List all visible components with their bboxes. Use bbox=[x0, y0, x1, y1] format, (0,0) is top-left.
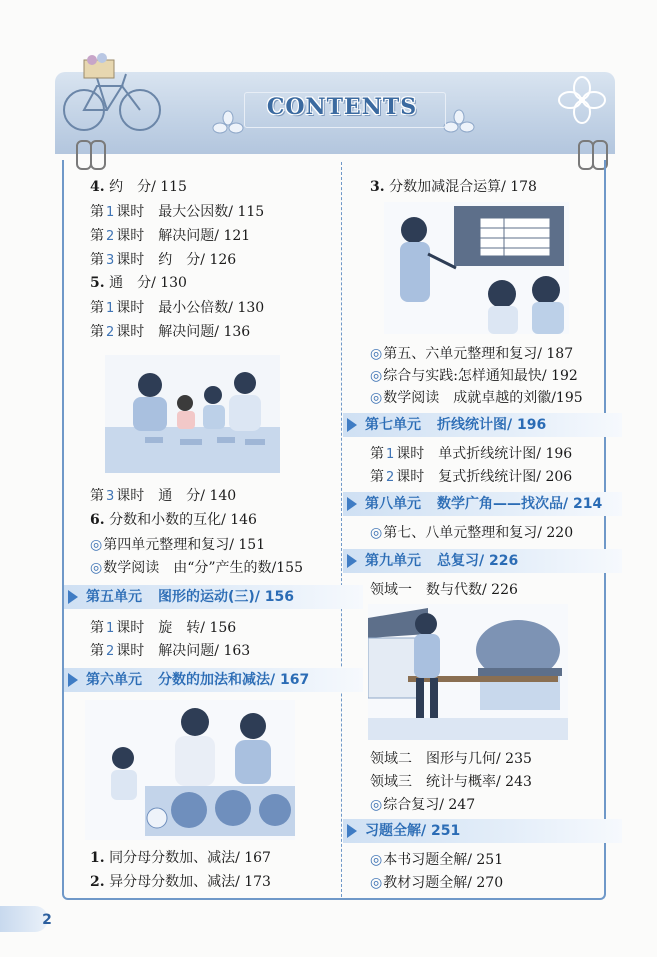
toc-unit-6[interactable]: 第六单元 分数的加法和减法/ 167 bbox=[64, 668, 363, 692]
toc-lesson[interactable]: 第 1 课时 最大公因数/ 115 bbox=[90, 204, 265, 220]
double-circle-icon: ◎ bbox=[370, 390, 383, 406]
toc-book-exercises[interactable]: ◎本书习题全解/ 251 bbox=[370, 852, 504, 868]
family-pizza-illustration bbox=[85, 700, 295, 840]
double-circle-icon: ◎ bbox=[370, 875, 383, 891]
toc-section-5[interactable]: 5. 通 分/ 130 bbox=[90, 275, 187, 291]
arrow-icon bbox=[68, 590, 78, 604]
toc-unit-7[interactable]: 第七单元 折线统计图/ 196 bbox=[343, 413, 622, 437]
toc-area-2[interactable]: 领域二 图形与几何/ 235 bbox=[370, 751, 532, 767]
page-number: 2 bbox=[42, 912, 52, 928]
toc-unit-8[interactable]: 第八单元 数学广角——找次品/ 214 bbox=[343, 492, 622, 516]
toc-unit-5[interactable]: 第五单元 图形的运动(三)/ 156 bbox=[64, 585, 363, 609]
family-table-illustration bbox=[105, 355, 280, 473]
page-title: CONTENTS bbox=[266, 94, 418, 120]
double-circle-icon: ◎ bbox=[370, 346, 383, 362]
toc-lesson[interactable]: 第 2 课时 复式折线统计图/ 206 bbox=[370, 469, 573, 485]
double-circle-icon: ◎ bbox=[370, 525, 383, 541]
toc-review[interactable]: ◎第四单元整理和复习/ 151 bbox=[90, 537, 266, 553]
toc-section-6[interactable]: 6. 分数和小数的互化/ 146 bbox=[90, 512, 257, 528]
toc-comprehensive-review[interactable]: ◎综合复习/ 247 bbox=[370, 797, 476, 813]
arrow-icon bbox=[347, 497, 357, 511]
toc-section-6-3[interactable]: 3. 分数加减混合运算/ 178 bbox=[370, 179, 537, 195]
column-divider bbox=[341, 162, 342, 897]
double-circle-icon: ◎ bbox=[370, 797, 383, 813]
toc-lesson[interactable]: 第 3 课时 约 分/ 126 bbox=[90, 252, 237, 268]
teacher-classroom-illustration bbox=[384, 202, 569, 334]
toc-unit-9[interactable]: 第九单元 总复习/ 226 bbox=[343, 549, 622, 573]
toc-lesson[interactable]: 第 1 课时 旋 转/ 156 bbox=[90, 620, 237, 636]
toc-reading[interactable]: ◎数学阅读 成就卓越的刘徽/195 bbox=[370, 390, 583, 406]
toc-exercises[interactable]: 习题全解/ 251 bbox=[343, 819, 622, 843]
toc-review[interactable]: ◎第七、八单元整理和复习/ 220 bbox=[370, 525, 574, 541]
toc-reading[interactable]: ◎数学阅读 由“分”产生的数/155 bbox=[90, 560, 303, 576]
toc-area-1[interactable]: 领域一 数与代数/ 226 bbox=[370, 582, 518, 598]
flower-icon bbox=[556, 74, 608, 126]
toc-section-6-2[interactable]: 2. 异分母分数加、减法/ 173 bbox=[90, 874, 271, 890]
toc-section-6-1[interactable]: 1. 同分母分数加、减法/ 167 bbox=[90, 850, 271, 866]
toc-lesson[interactable]: 第 2 课时 解决问题/ 136 bbox=[90, 324, 251, 340]
toc-lesson[interactable]: 第 2 课时 解决问题/ 121 bbox=[90, 228, 251, 244]
toc-area-3[interactable]: 领域三 统计与概率/ 243 bbox=[370, 774, 532, 790]
double-circle-icon: ◎ bbox=[90, 560, 103, 576]
toc-lesson[interactable]: 第 1 课时 最小公倍数/ 130 bbox=[90, 300, 265, 316]
toc-review[interactable]: ◎第五、六单元整理和复习/ 187 bbox=[370, 346, 574, 362]
toc-lesson[interactable]: 第 1 课时 单式折线统计图/ 196 bbox=[370, 446, 573, 462]
toc-textbook-exercises[interactable]: ◎教材习题全解/ 270 bbox=[370, 875, 504, 891]
girl-gate-illustration bbox=[368, 604, 568, 740]
arrow-icon bbox=[68, 673, 78, 687]
double-circle-icon: ◎ bbox=[90, 537, 103, 553]
toc-practice[interactable]: ◎综合与实践:怎样通知最快/ 192 bbox=[370, 368, 578, 384]
arrow-icon bbox=[347, 418, 357, 432]
toc-lesson[interactable]: 第 2 课时 解决问题/ 163 bbox=[90, 643, 251, 659]
arrow-icon bbox=[347, 824, 357, 838]
bicycle-illustration bbox=[62, 48, 162, 138]
double-circle-icon: ◎ bbox=[370, 852, 383, 868]
arrow-icon bbox=[347, 554, 357, 568]
double-circle-icon: ◎ bbox=[370, 368, 383, 384]
toc-lesson[interactable]: 第 3 课时 通 分/ 140 bbox=[90, 488, 237, 504]
flower-icon bbox=[210, 110, 246, 140]
toc-section-4[interactable]: 4. 约 分/ 115 bbox=[90, 179, 187, 195]
